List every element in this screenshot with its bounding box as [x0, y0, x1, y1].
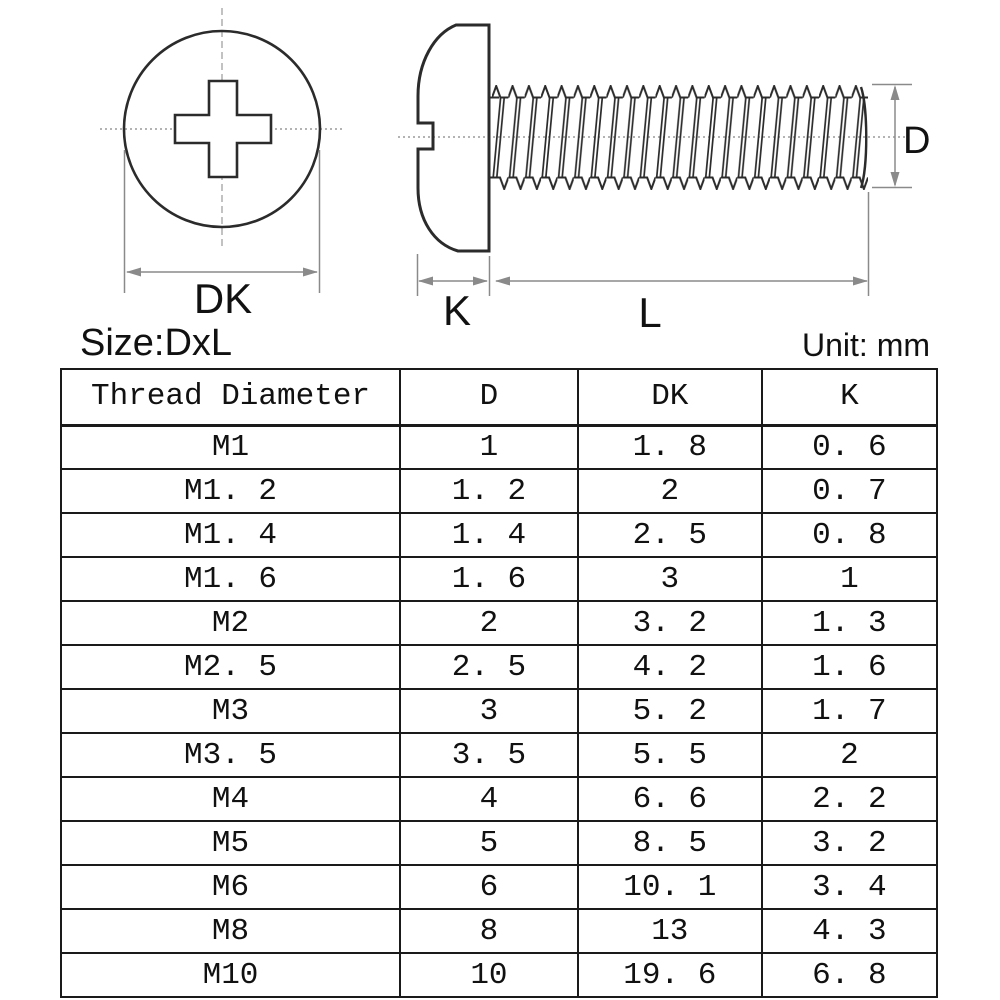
cell-k: 1. 6: [762, 645, 937, 689]
pan-head-outline: [418, 25, 489, 251]
cell-k: 2. 2: [762, 777, 937, 821]
table-row: [61, 865, 937, 909]
l-dimension: [495, 192, 869, 296]
cell-k: 4. 3: [762, 909, 937, 953]
cell-dk: 2: [578, 469, 762, 513]
cell-thread-diameter: M5: [61, 821, 400, 865]
cell-d: 1. 6: [400, 557, 578, 601]
cell-dk: 6. 6: [578, 777, 762, 821]
cell-k: 0. 6: [762, 425, 937, 469]
table-row: [61, 733, 937, 777]
spec-table: [60, 368, 938, 998]
cell-dk: 1. 8: [578, 425, 762, 469]
col-header-thread-diameter: Thread Diameter: [61, 369, 400, 425]
k-dimension-label: K: [442, 287, 471, 334]
unit-label: Unit: mm: [802, 327, 930, 363]
cell-d: 5: [400, 821, 578, 865]
cell-d: 4: [400, 777, 578, 821]
table-row: [61, 601, 937, 645]
cell-thread-diameter: M8: [61, 909, 400, 953]
phillips-cross-icon: [175, 81, 271, 177]
col-header-d: D: [400, 369, 578, 425]
cell-k: 3. 4: [762, 865, 937, 909]
cell-k: 0. 7: [762, 469, 937, 513]
cell-thread-diameter: M1. 2: [61, 469, 400, 513]
cell-dk: 2. 5: [578, 513, 762, 557]
cell-thread-diameter: M1. 4: [61, 513, 400, 557]
cell-k: 0. 8: [762, 513, 937, 557]
col-header-k: K: [762, 369, 937, 425]
cell-dk: 3: [578, 557, 762, 601]
cell-k: 1. 3: [762, 601, 937, 645]
l-dimension-label: L: [638, 289, 662, 336]
cell-thread-diameter: M2. 5: [61, 645, 400, 689]
screw-front-view: [100, 8, 344, 293]
size-format-label: Size:DxL: [80, 322, 233, 364]
cell-dk: 5. 5: [578, 733, 762, 777]
cell-d: 6: [400, 865, 578, 909]
cell-thread-diameter: M2: [61, 601, 400, 645]
cell-d: 2. 5: [400, 645, 578, 689]
table-row: [61, 909, 937, 953]
cell-d: 1: [400, 425, 578, 469]
table-row: [61, 953, 937, 997]
col-header-dk: DK: [578, 369, 762, 425]
cell-dk: 4. 2: [578, 645, 762, 689]
cell-d: 3: [400, 689, 578, 733]
cell-thread-diameter: M3: [61, 689, 400, 733]
cell-thread-diameter: M10: [61, 953, 400, 997]
cell-k: 3. 2: [762, 821, 937, 865]
cell-k: 2: [762, 733, 937, 777]
spec-table-body: [61, 425, 937, 997]
cell-dk: 10. 1: [578, 865, 762, 909]
cell-d: 8: [400, 909, 578, 953]
cell-dk: 13: [578, 909, 762, 953]
cell-d: 1. 4: [400, 513, 578, 557]
cell-k: 1. 7: [762, 689, 937, 733]
cell-k: 1: [762, 557, 937, 601]
cell-d: 2: [400, 601, 578, 645]
table-row: [61, 821, 937, 865]
table-row: [61, 425, 937, 469]
table-header-row: [61, 369, 937, 425]
technical-drawing: [0, 0, 1000, 365]
d-dimension-label: D: [903, 120, 931, 162]
dk-dimension-label: DK: [193, 275, 253, 322]
cell-dk: 5. 2: [578, 689, 762, 733]
cell-thread-diameter: M3. 5: [61, 733, 400, 777]
table-row: [61, 513, 937, 557]
cell-thread-diameter: M1. 6: [61, 557, 400, 601]
cell-dk: 3. 2: [578, 601, 762, 645]
cell-dk: 19. 6: [578, 953, 762, 997]
cell-d: 1. 2: [400, 469, 578, 513]
cell-thread-diameter: M6: [61, 865, 400, 909]
table-row: [61, 557, 937, 601]
cell-d: 10: [400, 953, 578, 997]
cell-dk: 8. 5: [578, 821, 762, 865]
cell-k: 6. 8: [762, 953, 937, 997]
screw-side-view: [398, 25, 912, 296]
cell-thread-diameter: M1: [61, 425, 400, 469]
cell-d: 3. 5: [400, 733, 578, 777]
thread-shaft: [492, 85, 868, 190]
table-row: [61, 645, 937, 689]
cell-thread-diameter: M4: [61, 777, 400, 821]
table-row: [61, 777, 937, 821]
table-row: [61, 469, 937, 513]
table-row: [61, 689, 937, 733]
